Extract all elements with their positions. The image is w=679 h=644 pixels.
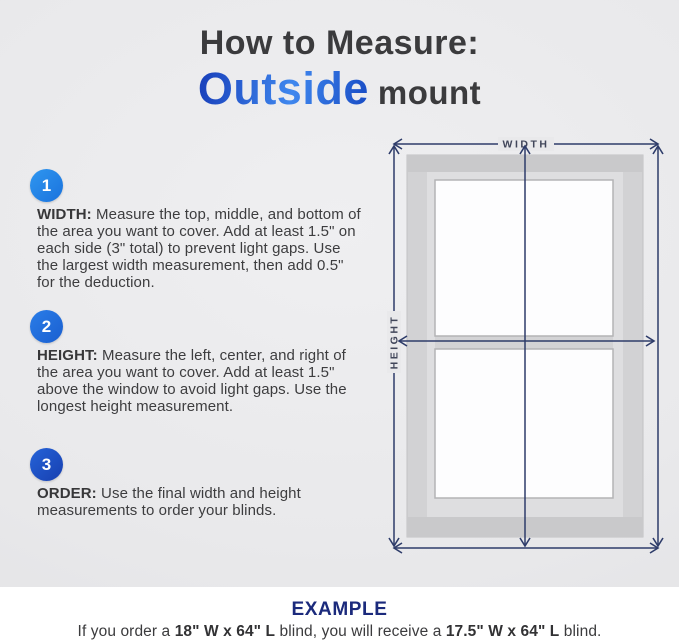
step-3-number-badge: [30, 448, 63, 481]
title-line2: [0, 63, 679, 115]
window-diagram-svg: [385, 135, 679, 595]
window-middle-rail: [435, 336, 613, 349]
example-size-received: 17.5" W x 64" L: [445, 623, 560, 640]
example-footer: [0, 587, 679, 644]
title-mount-type: Outside: [197, 63, 369, 115]
step-3-label: ORDER:: [37, 485, 97, 502]
height-label: HEIGHT: [388, 314, 401, 370]
step-3-body: Use the final width and height measurements to order your blinds.: [37, 485, 301, 519]
step-number: 1: [41, 175, 52, 195]
step-2-label: HEIGHT:: [37, 347, 98, 364]
step-1-text: [28, 206, 362, 291]
step-order: [28, 448, 362, 519]
title-suffix: mount: [377, 74, 482, 112]
step-width: [28, 169, 362, 291]
title-line1: How to Measure:: [199, 24, 480, 62]
width-label: WIDTH: [502, 138, 550, 151]
step-3-text: [28, 485, 362, 519]
example-heading: EXAMPLE: [291, 599, 388, 620]
step-height: [28, 310, 362, 415]
window-measurement-diagram: [385, 135, 679, 595]
step-number: 3: [41, 454, 52, 474]
window-lower-pane: [435, 349, 613, 498]
window-upper-pane: [435, 180, 613, 336]
step-2-body: Measure the left, center, and right of the area you want to cover. Add at least 1.5" above the window to avoid light gaps. Use the longest height measurement.: [37, 347, 347, 415]
step-number: 2: [41, 316, 52, 336]
example-size-ordered: 18" W x 64" L: [174, 623, 276, 640]
example-suffix: blind.: [559, 623, 602, 640]
step-2-text: [28, 347, 362, 415]
example-text: [0, 623, 679, 641]
step-1-body: Measure the top, middle, and bottom of the area you want to cover. Add at least 1.5" on each side (3" total) to prevent light gaps. Use the largest width measurement, then add 0.5" for the deduction.: [37, 206, 361, 291]
step-1-label: WIDTH:: [37, 206, 92, 223]
example-middle: blind, you will receive a: [275, 623, 446, 640]
step-1-number-badge: [30, 169, 63, 202]
step-2-number-badge: [30, 310, 63, 343]
example-prefix: If you order a: [77, 623, 175, 640]
page-title: [0, 24, 679, 115]
